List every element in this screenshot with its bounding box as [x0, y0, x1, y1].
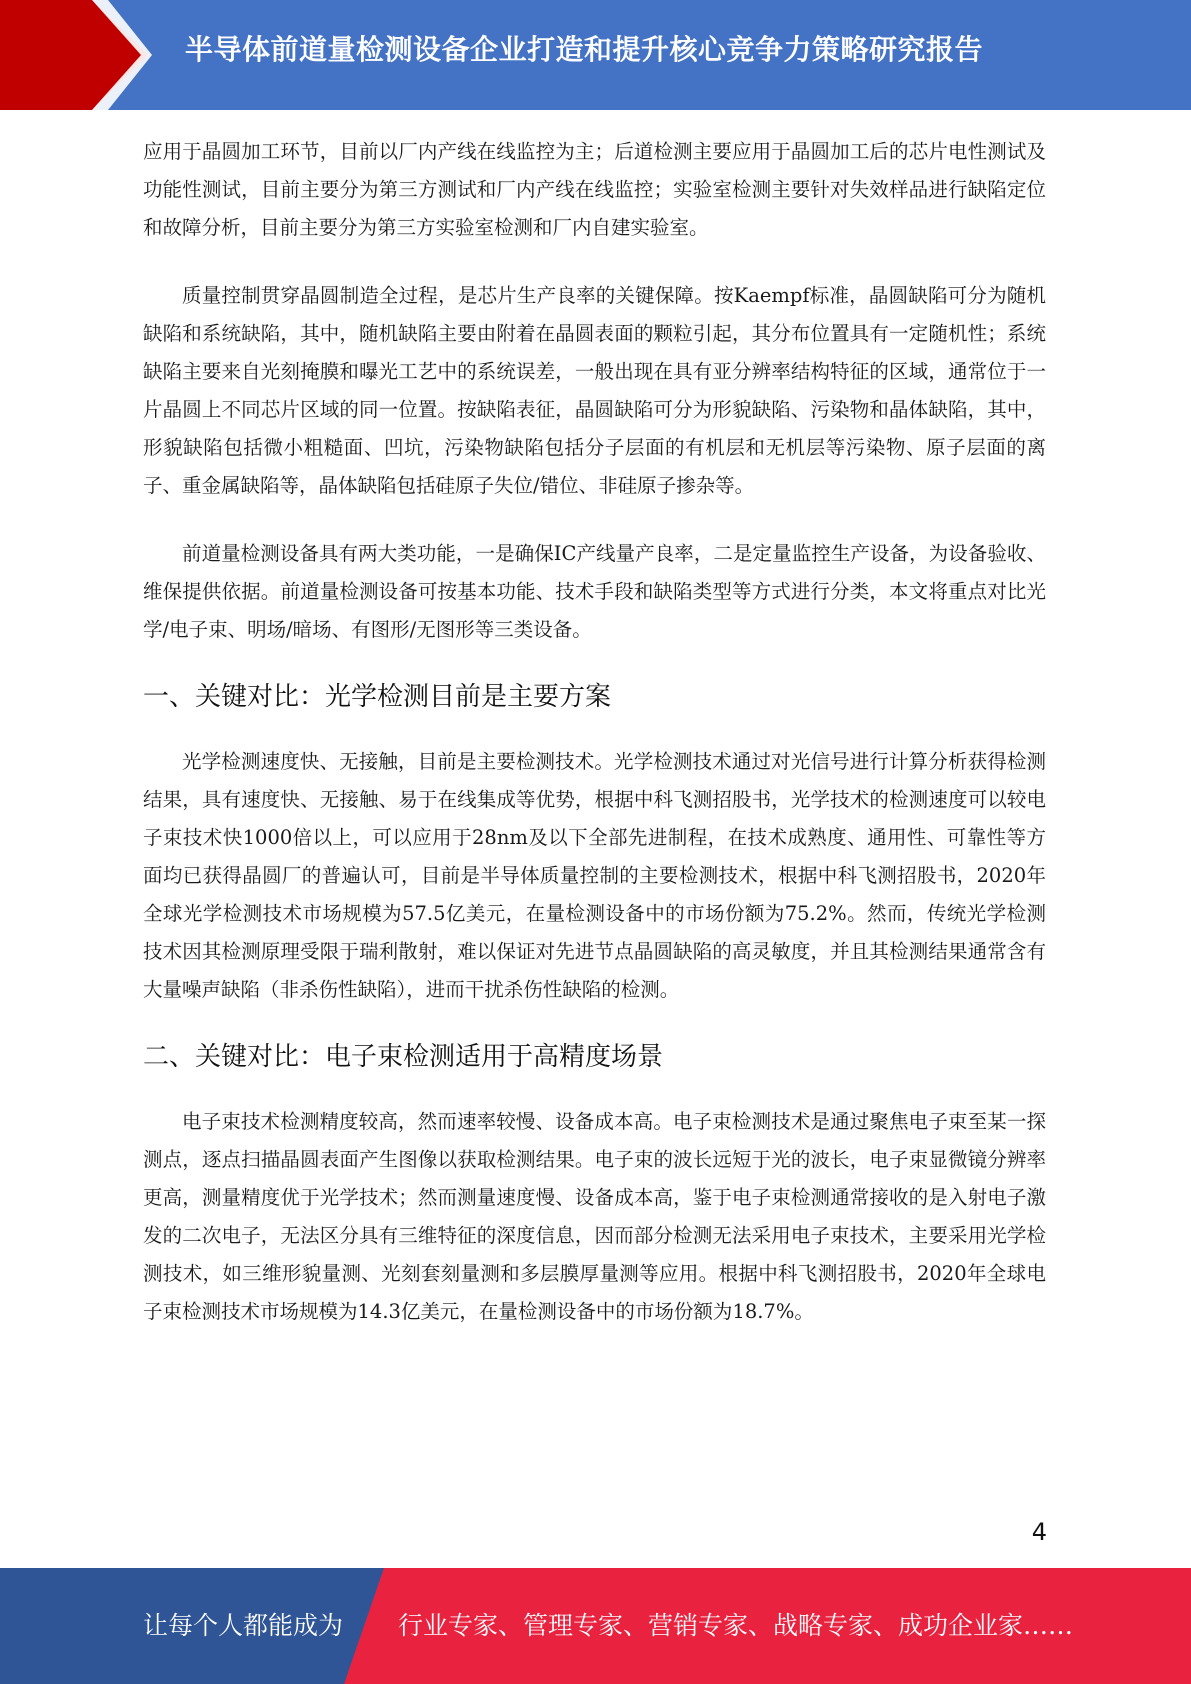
document-body: [143, 133, 1046, 1331]
paragraph-5: 电子束技术检测精度较高，然而速率较慢、设备成本高。电子束检测技术是通过聚焦电子束至某一探测点，逐点扫描晶圆表面产生图像以获取检测结果。电子束的波长远短于光的波长，电子束显微镜分辨率更高，测量精度优于光学技术；然而测量速度慢、设备成本高，鉴于电子束检测通常接收的是入射电子激发的二次电子，无法区分具有三维特征的深度信息，因而部分检测无法采用电子束技术，主要采用光学检测技术，如三维形貌量测、光刻套刻量测和多层膜厚量测等应用。根据中科飞测招股书，2020年全球电子束检测技术市场规模为14.3亿美元，在量检测设备中的市场份额为18.7%。: [143, 1110, 1046, 1323]
paragraph-1: 应用于晶圆加工环节，目前以厂内产线在线监控为主；后道检测主要应用于晶圆加工后的芯片电性测试及功能性测试，目前主要分为第三方测试和厂内产线在线监控；实验室检测主要针对失效样品进行缺陷定位和故障分析，目前主要分为第三方实验室检测和厂内自建实验室。: [143, 140, 1046, 239]
paragraph-4: 光学检测速度快、无接触，目前是主要检测技术。光学检测技术通过对光信号进行计算分析获得检测结果，具有速度快、无接触、易于在线集成等优势，根据中科飞测招股书，光学技术的检测速度可以较电子束技术快1000倍以上，可以应用于28nm及以下全部先进制程，在技术成熟度、通用性、可靠性等方面均已获得晶圆厂的普遍认可，目前是半导体质量控制的主要检测技术，根据中科飞测招股书，2020年全球光学检测技术市场规模为57.5亿美元，在量检测设备中的市场份额为75.2%。然而，传统光学检测技术因其检测原理受限于瑞利散射，难以保证对先进节点晶圆缺陷的高灵敏度，并且其检测结果通常含有大量噪声缺陷（非杀伤性缺陷），进而干扰杀伤性缺陷的检测。: [143, 750, 1046, 1001]
footer-slogan-right: 行业专家、管理专家、营销专家、战略专家、成功企业家……: [398, 1611, 1074, 1640]
page-header: [0, 0, 1191, 110]
footer-slogan-left: 让每个人都能成为: [143, 1611, 344, 1640]
section-heading-2: 二、关键对比：电子束检测适用于高精度场景: [143, 1042, 664, 1072]
paragraph-3: 前道量检测设备具有两大类功能，一是确保IC产线量产良率，二是定量监控生产设备，为设备验收、维保提供依据。前道量检测设备可按基本功能、技术手段和缺陷类型等方式进行分类，本文将重点对比光学/电子束、明场/暗场、有图形/无图形等三类设备。: [143, 542, 1046, 641]
report-title: 半导体前道量检测设备企业打造和提升核心竞争力策略研究报告: [185, 33, 984, 66]
page-number: 4: [1031, 1518, 1047, 1546]
paragraph-2: 质量控制贯穿晶圆制造全过程，是芯片生产良率的关键保障。按Kaempf标准，晶圆缺陷可分为随机缺陷和系统缺陷，其中，随机缺陷主要由附着在晶圆表面的颗粒引起，其分布位置具有一定随机性；系统缺陷主要来自光刻掩膜和曝光工艺中的系统误差，一般出现在具有亚分辨率结构特征的区域，通常位于一片晶圆上不同芯片区域的同一位置。按缺陷表征，晶圆缺陷可分为形貌缺陷、污染物和晶体缺陷，其中，形貌缺陷包括微小粗糙面、凹坑，污染物缺陷包括分子层面的有机层和无机层等污染物、原子层面的离子、重金属缺陷等，晶体缺陷包括硅原子失位/错位、非硅原子掺杂等。: [143, 284, 1046, 497]
section-heading-1: 一、关键对比：光学检测目前是主要方案: [143, 682, 612, 712]
page-footer: [0, 1568, 1191, 1684]
